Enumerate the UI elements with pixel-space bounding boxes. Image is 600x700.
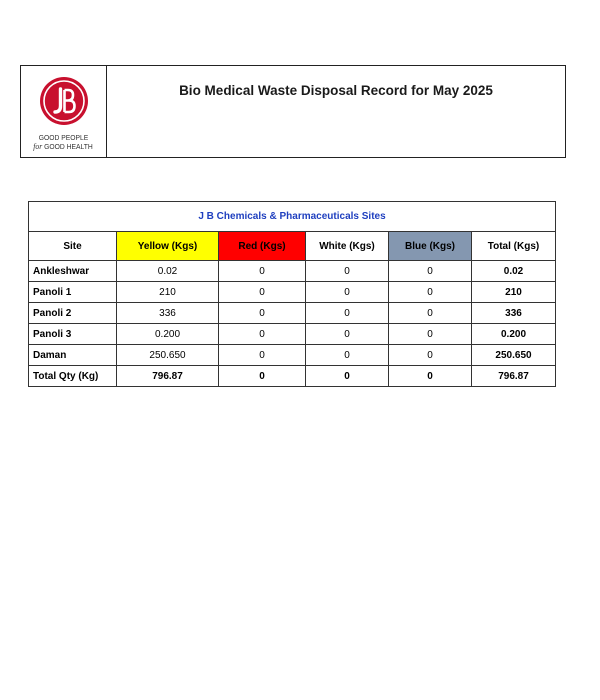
- table-caption-row: [29, 202, 556, 232]
- column-header-blue: Blue (Kgs): [389, 232, 472, 261]
- yellow-cell: 0.02: [117, 261, 219, 282]
- blue-cell: 0: [389, 324, 472, 345]
- logo-tagline-top: GOOD PEOPLE: [38, 133, 89, 142]
- red-cell: 0: [219, 303, 306, 324]
- yellow-cell: 210: [117, 282, 219, 303]
- red-cell: 0: [219, 261, 306, 282]
- red-cell: 0: [219, 282, 306, 303]
- white-cell: 0: [306, 324, 389, 345]
- site-cell: Daman: [29, 345, 117, 366]
- white-cell: 0: [306, 345, 389, 366]
- logo-tagline-for: for: [33, 141, 43, 151]
- total-cell: 210: [472, 282, 556, 303]
- total-cell: 0.200: [472, 324, 556, 345]
- jb-logo-mark-icon: [38, 75, 90, 127]
- company-logo: [21, 66, 107, 157]
- site-cell: Panoli 2: [29, 303, 117, 324]
- white-cell: 0: [306, 261, 389, 282]
- document-title: Bio Medical Waste Disposal Record for May 2025: [179, 83, 493, 98]
- white-cell: 0: [306, 303, 389, 324]
- yellow-cell: 250.650: [117, 345, 219, 366]
- total-label-cell: Total Qty (Kg): [29, 366, 117, 387]
- yellow-cell: 336: [117, 303, 219, 324]
- table-row: [29, 324, 556, 345]
- yellow-cell: 0.200: [117, 324, 219, 345]
- white-total-cell: 0: [306, 366, 389, 387]
- total-cell: 250.650: [472, 345, 556, 366]
- grand-total-cell: 796.87: [472, 366, 556, 387]
- table-row: [29, 282, 556, 303]
- logo-tagline-bottom: [34, 142, 93, 151]
- red-cell: 0: [219, 324, 306, 345]
- blue-total-cell: 0: [389, 366, 472, 387]
- yellow-total-cell: 796.87: [117, 366, 219, 387]
- site-cell: Panoli 3: [29, 324, 117, 345]
- blue-cell: 0: [389, 345, 472, 366]
- table-header-row: [29, 232, 556, 261]
- column-header-red: Red (Kgs): [219, 232, 306, 261]
- column-header-yellow: Yellow (Kgs): [117, 232, 219, 261]
- table-row: [29, 261, 556, 282]
- logo-tagline-health: GOOD HEALTH: [44, 142, 94, 151]
- column-header-site: Site: [29, 232, 117, 261]
- white-cell: 0: [306, 282, 389, 303]
- red-total-cell: 0: [219, 366, 306, 387]
- document-header: [20, 65, 566, 158]
- title-cell: [107, 66, 565, 157]
- blue-cell: 0: [389, 261, 472, 282]
- site-cell: Ankleshwar: [29, 261, 117, 282]
- blue-cell: 0: [389, 282, 472, 303]
- red-cell: 0: [219, 345, 306, 366]
- total-cell: 0.02: [472, 261, 556, 282]
- total-cell: 336: [472, 303, 556, 324]
- blue-cell: 0: [389, 303, 472, 324]
- table-row: [29, 345, 556, 366]
- column-header-total: Total (Kgs): [472, 232, 556, 261]
- column-header-white: White (Kgs): [306, 232, 389, 261]
- table-caption: J B Chemicals & Pharmaceuticals Sites: [29, 202, 556, 232]
- waste-disposal-table: [28, 201, 556, 387]
- table-row: [29, 303, 556, 324]
- table-total-row: [29, 366, 556, 387]
- site-cell: Panoli 1: [29, 282, 117, 303]
